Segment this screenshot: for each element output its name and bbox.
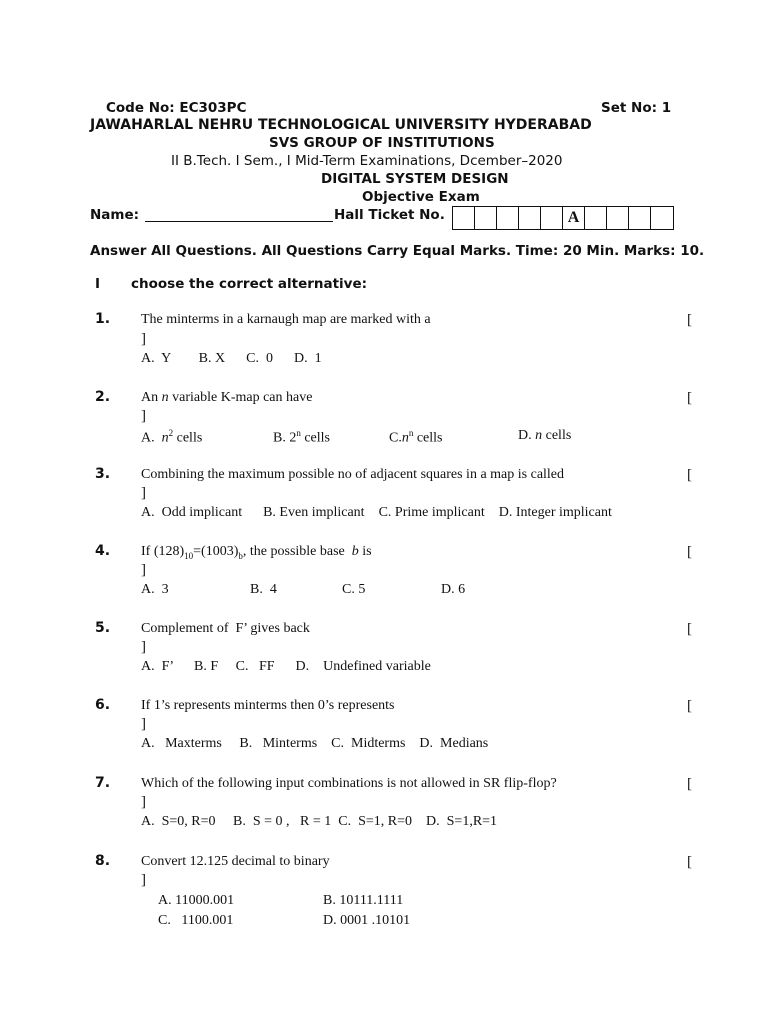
- option-c: C. 1100.001: [158, 913, 234, 928]
- option-c: C. 5: [342, 582, 366, 597]
- answer-bracket-open: [: [687, 776, 692, 792]
- option-a: A. 3: [141, 582, 169, 597]
- answer-bracket-open: [: [687, 467, 692, 483]
- question-number: 1.: [95, 311, 111, 327]
- question-number: 6.: [95, 697, 111, 713]
- option-a: A. $n^2$ cells: [141, 428, 203, 446]
- section-number: I: [95, 276, 101, 292]
- question-text: An n variable K-map can have: [141, 390, 313, 405]
- question-options: A. Y B. X C. 0 D. 1: [141, 351, 322, 366]
- hall-ticket-cell[interactable]: [629, 207, 651, 229]
- question-number: 2.: [95, 389, 111, 405]
- question-text: If $(128)_{10}=(1003)_b$, the possible base b is: [141, 544, 372, 561]
- answer-bracket-open: [: [687, 698, 692, 714]
- question-text: Convert 12.125 decimal to binary: [141, 854, 330, 869]
- section-title: choose the correct alternative:: [131, 276, 368, 292]
- set-number: Set No: 1: [601, 100, 672, 116]
- answer-bracket-open: [: [687, 621, 692, 637]
- code-number: Code No: EC303PC: [106, 100, 247, 116]
- question-options: A. S=0, R=0 B. S = 0 , R = 1 C. S=1, R=0 D. S=1,R=1: [141, 814, 498, 829]
- question-options: A. F’ B. F C. FF D. Undefined variable: [141, 659, 431, 674]
- instructions: Answer All Questions. All Questions Carry Equal Marks. Time: 20 Min. Marks: 10.: [90, 243, 705, 259]
- question-number: 5.: [95, 620, 111, 636]
- answer-bracket-close: ]: [141, 716, 146, 732]
- university-name: JAWAHARLAL NEHRU TECHNOLOGICAL UNIVERSITY HYDERABAD: [90, 117, 592, 133]
- answer-bracket-close: ]: [141, 562, 146, 578]
- option-b: B. 2$^n$ cells: [273, 428, 330, 446]
- subject-title: DIGITAL SYSTEM DESIGN: [321, 171, 509, 187]
- answer-bracket-close: ]: [141, 408, 146, 424]
- hall-ticket-label: Hall Ticket No.: [334, 207, 445, 223]
- name-field[interactable]: [145, 221, 333, 222]
- option-b: B. 4: [250, 582, 277, 597]
- question-options: A. Maxterms B. Minterms C. Midterms D. Medians: [141, 736, 489, 751]
- answer-bracket-close: ]: [141, 794, 146, 810]
- answer-bracket-close: ]: [141, 331, 146, 347]
- question-text: Which of the following input combinations is not allowed in SR flip-flop?: [141, 776, 557, 791]
- question-number: 3.: [95, 466, 111, 482]
- question-text: If 1’s represents minterms then 0’s represents: [141, 698, 395, 713]
- answer-bracket-open: [: [687, 854, 692, 870]
- answer-bracket-close: ]: [141, 485, 146, 501]
- question-text: The minterms in a karnaugh map are marked with a: [141, 312, 431, 327]
- option-d: D. n cells: [518, 428, 572, 443]
- hall-ticket-cell[interactable]: [585, 207, 607, 229]
- hall-ticket-cell[interactable]: [519, 207, 541, 229]
- hall-ticket-cell[interactable]: [541, 207, 563, 229]
- answer-bracket-close: ]: [141, 872, 146, 888]
- hall-ticket-cell[interactable]: [497, 207, 519, 229]
- answer-bracket-open: [: [687, 390, 692, 406]
- institution-name: SVS GROUP OF INSTITUTIONS: [269, 135, 495, 151]
- question-text: Combining the maximum possible no of adjacent squares in a map is called: [141, 467, 565, 482]
- hall-ticket-cell[interactable]: [475, 207, 497, 229]
- question-options: A. Odd implicant B. Even implicant C. Prime implicant D. Integer implicant: [141, 505, 612, 520]
- answer-bracket-open: [: [687, 544, 692, 560]
- option-d: D. 0001 .10101: [323, 913, 411, 928]
- hall-ticket-cell[interactable]: [651, 207, 673, 229]
- name-label: Name:: [90, 207, 140, 223]
- option-c: $C.n^n$ cells: [389, 428, 443, 446]
- exam-type: Objective Exam: [362, 189, 480, 205]
- hall-ticket-boxes[interactable]: [452, 206, 674, 230]
- question-text: Complement of F’ gives back: [141, 621, 310, 636]
- hall-ticket-cell[interactable]: A: [563, 207, 585, 229]
- answer-bracket-close: ]: [141, 639, 146, 655]
- option-b: B. 10111.1111: [323, 893, 404, 908]
- option-a: A. 11000.001: [158, 893, 235, 908]
- question-number: 4.: [95, 543, 111, 559]
- hall-ticket-cell[interactable]: [453, 207, 475, 229]
- option-d: D. 6: [441, 582, 466, 597]
- hall-ticket-cell[interactable]: [607, 207, 629, 229]
- question-number: 8.: [95, 853, 111, 869]
- question-number: 7.: [95, 775, 111, 791]
- answer-bracket-open: [: [687, 312, 692, 328]
- exam-title: II B.Tech. I Sem., I Mid-Term Examinations, Dcember–2020: [171, 153, 563, 169]
